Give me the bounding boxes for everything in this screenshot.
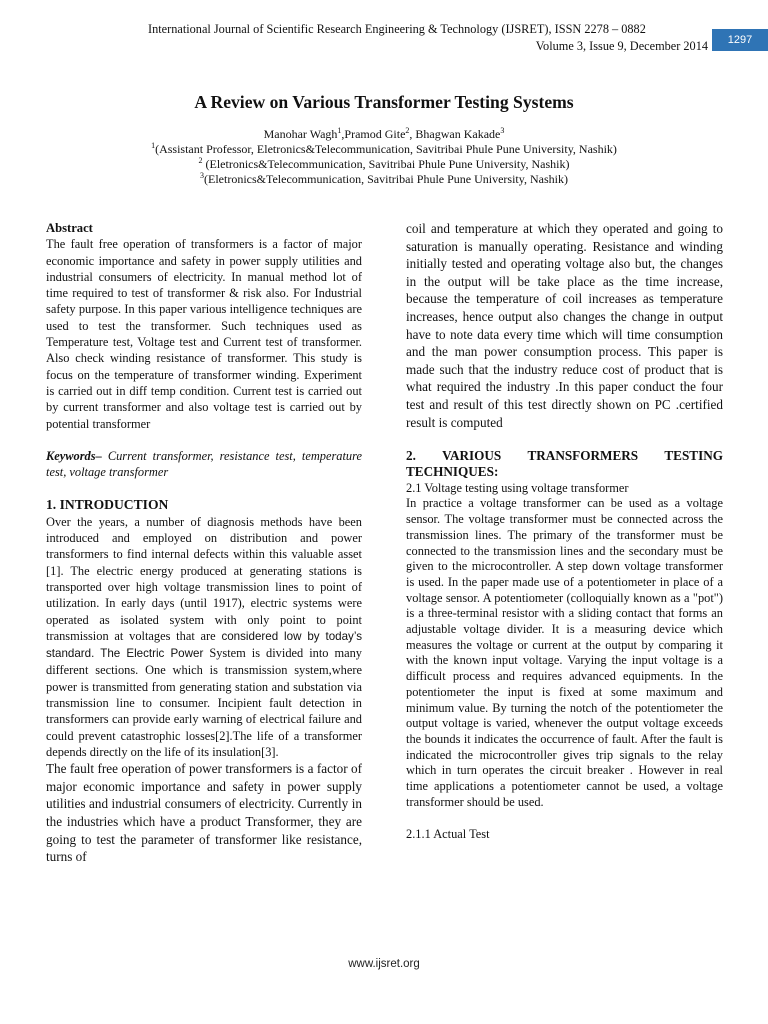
right-column bbox=[406, 220, 723, 843]
keywords-label: Keywords– bbox=[46, 448, 102, 463]
section-2-paragraph: In practice a voltage transformer can be used as a voltage sensor. The voltage transformer must be connected across the transmission lines. The primary of the transformer must be connected to the transmission lines and the secondary must be given to the microcontroller. A step down voltage transformer is used. In the paper made use of a potentiometer in place of a voltage sensor. A potentiometer (colloquially known as a "pot") is a three-terminal resistor with a sliding contact that forms an adjustable voltage divider. It is a measuring device which measures the voltage or current at the output by comparing it with the known input voltage. Varying the input voltage is a difficult process and requires advanced equipments. In the potentiometer the input is fixed at some maximum and minimum value. By turning the notch of the potentiometer the output voltage is varied, whenever the output voltage exceeds the bounds it indicates the occurrence of fault. After the fault is indicated the microcontroller gives trip signals to the relay which in turn operates the circuit breaker . However in real time applications a potentiometer cannot be used, a voltage transformer should be used. bbox=[406, 496, 723, 809]
author-1: Manohar Wagh bbox=[263, 127, 338, 141]
keywords-text: Current transformer, resistance test, temperature test, voltage transformer bbox=[46, 448, 362, 480]
paper-title: A Review on Various Transformer Testing Systems bbox=[194, 92, 574, 112]
author-2: ,Pramod Gite bbox=[341, 127, 406, 141]
journal-name: International Journal of Scientific Research Engineering & Technology (IJSRET), ISSN 2278 – 0882 bbox=[148, 22, 646, 36]
introduction-continuation: coil and temperature at which they operated and going to saturation is manually operating. Resistance and winding initially tested and operating voltage also but, the changes in the output will be take place as the time increase, because the temperature of coil increases as temperature increases, hence output also changes the change in output have to note data every time which will time consumption and the man power consumption process. This paper is made such that the industry reduce cost of product that is what required the industry .In this paper conduct the four test and result of this test directly shown on PC .certified result is computed bbox=[406, 221, 723, 430]
author-names: Manohar Wagh$^1$,Pramod Gite$^2$, Bhagwan Kakade$^3$ bbox=[263, 126, 505, 141]
affiliation-3: $^3$(Eletronics&Telecommunication, Savitribai Phule Pune University, Nashik) bbox=[200, 171, 568, 186]
abstract-text: The fault free operation of transformers is a factor of major economic importance and safety in power supply utilities and industrial consumers of electricity. In manual method lot of time required to test of transformer & risk also. For Industrial safety purpose. In this paper various intelligence techniques are used to test the transformer. Such techniques used as Temperature test, Voltage test and Current test of transformer. Also check winding resistance of transformer. This study is focus on the temperature of transformer winding. Experiment is carried out in diff temp condition. Current test is carried out by current transformer and also voltage test is carried out by potential transformer bbox=[46, 237, 362, 431]
introduction-heading: 1. INTRODUCTION bbox=[46, 497, 169, 513]
affiliation-2: $^2$ (Eletronics&Telecommunication, Savitribai Phule Pune University, Nashik) bbox=[198, 156, 570, 171]
subsection-2-1-heading: 2.1 Voltage testing using voltage transformer bbox=[406, 481, 629, 496]
author-block bbox=[0, 127, 768, 187]
footer-url: www.ijsret.org bbox=[348, 958, 420, 970]
volume-issue: Volume 3, Issue 9, December 2014 bbox=[535, 39, 708, 53]
introduction-paragraph-2: The fault free operation of power transformers is a factor of major economic importance and safety in power supply utilities and industrial consumers of electricity. Currently in the industries which have a product Transformer, they are going to test the parameter of transformer like resistance, turns of bbox=[46, 761, 362, 865]
introduction-paragraph-1: Over the years, a number of diagnosis methods have been introduced and employed on distribution and power transformers to find internal defects within this valuable asset [1]. The electric energy produced at generating stations is transported over high voltage transmission lines to point of utilization. In early days (until 1917), electric systems were operated as isolated system with only point to point transmission at voltages that are considered low by today’s standard. The Electric Power System is divided into many different sections. One which is transmission system,where power is transmitted from generating station and substation via transmission line to consumer. Incipient fault detection in transformers can provide early warning of electrical failure and could prevent catastrophic losses[2].The life of a transformer depends directly on the life of its insulation[3]. bbox=[46, 514, 362, 759]
section-2-heading: 2. VARIOUS TRANSFORMERS TESTING TECHNIQUES: bbox=[406, 448, 723, 480]
keywords bbox=[46, 448, 362, 481]
subsection-2-1-1-heading: 2.1.1 Actual Test bbox=[406, 827, 490, 842]
page-number-badge: 1297 bbox=[712, 29, 768, 51]
abstract-heading: Abstract bbox=[46, 221, 93, 235]
left-column bbox=[46, 220, 362, 866]
affiliation-1: $^1$(Assistant Professor, Eletronics&Telecommunication, Savitribai Phule Pune University, Nashik) bbox=[151, 141, 617, 156]
author-3: , Bhagwan Kakade bbox=[409, 127, 501, 141]
